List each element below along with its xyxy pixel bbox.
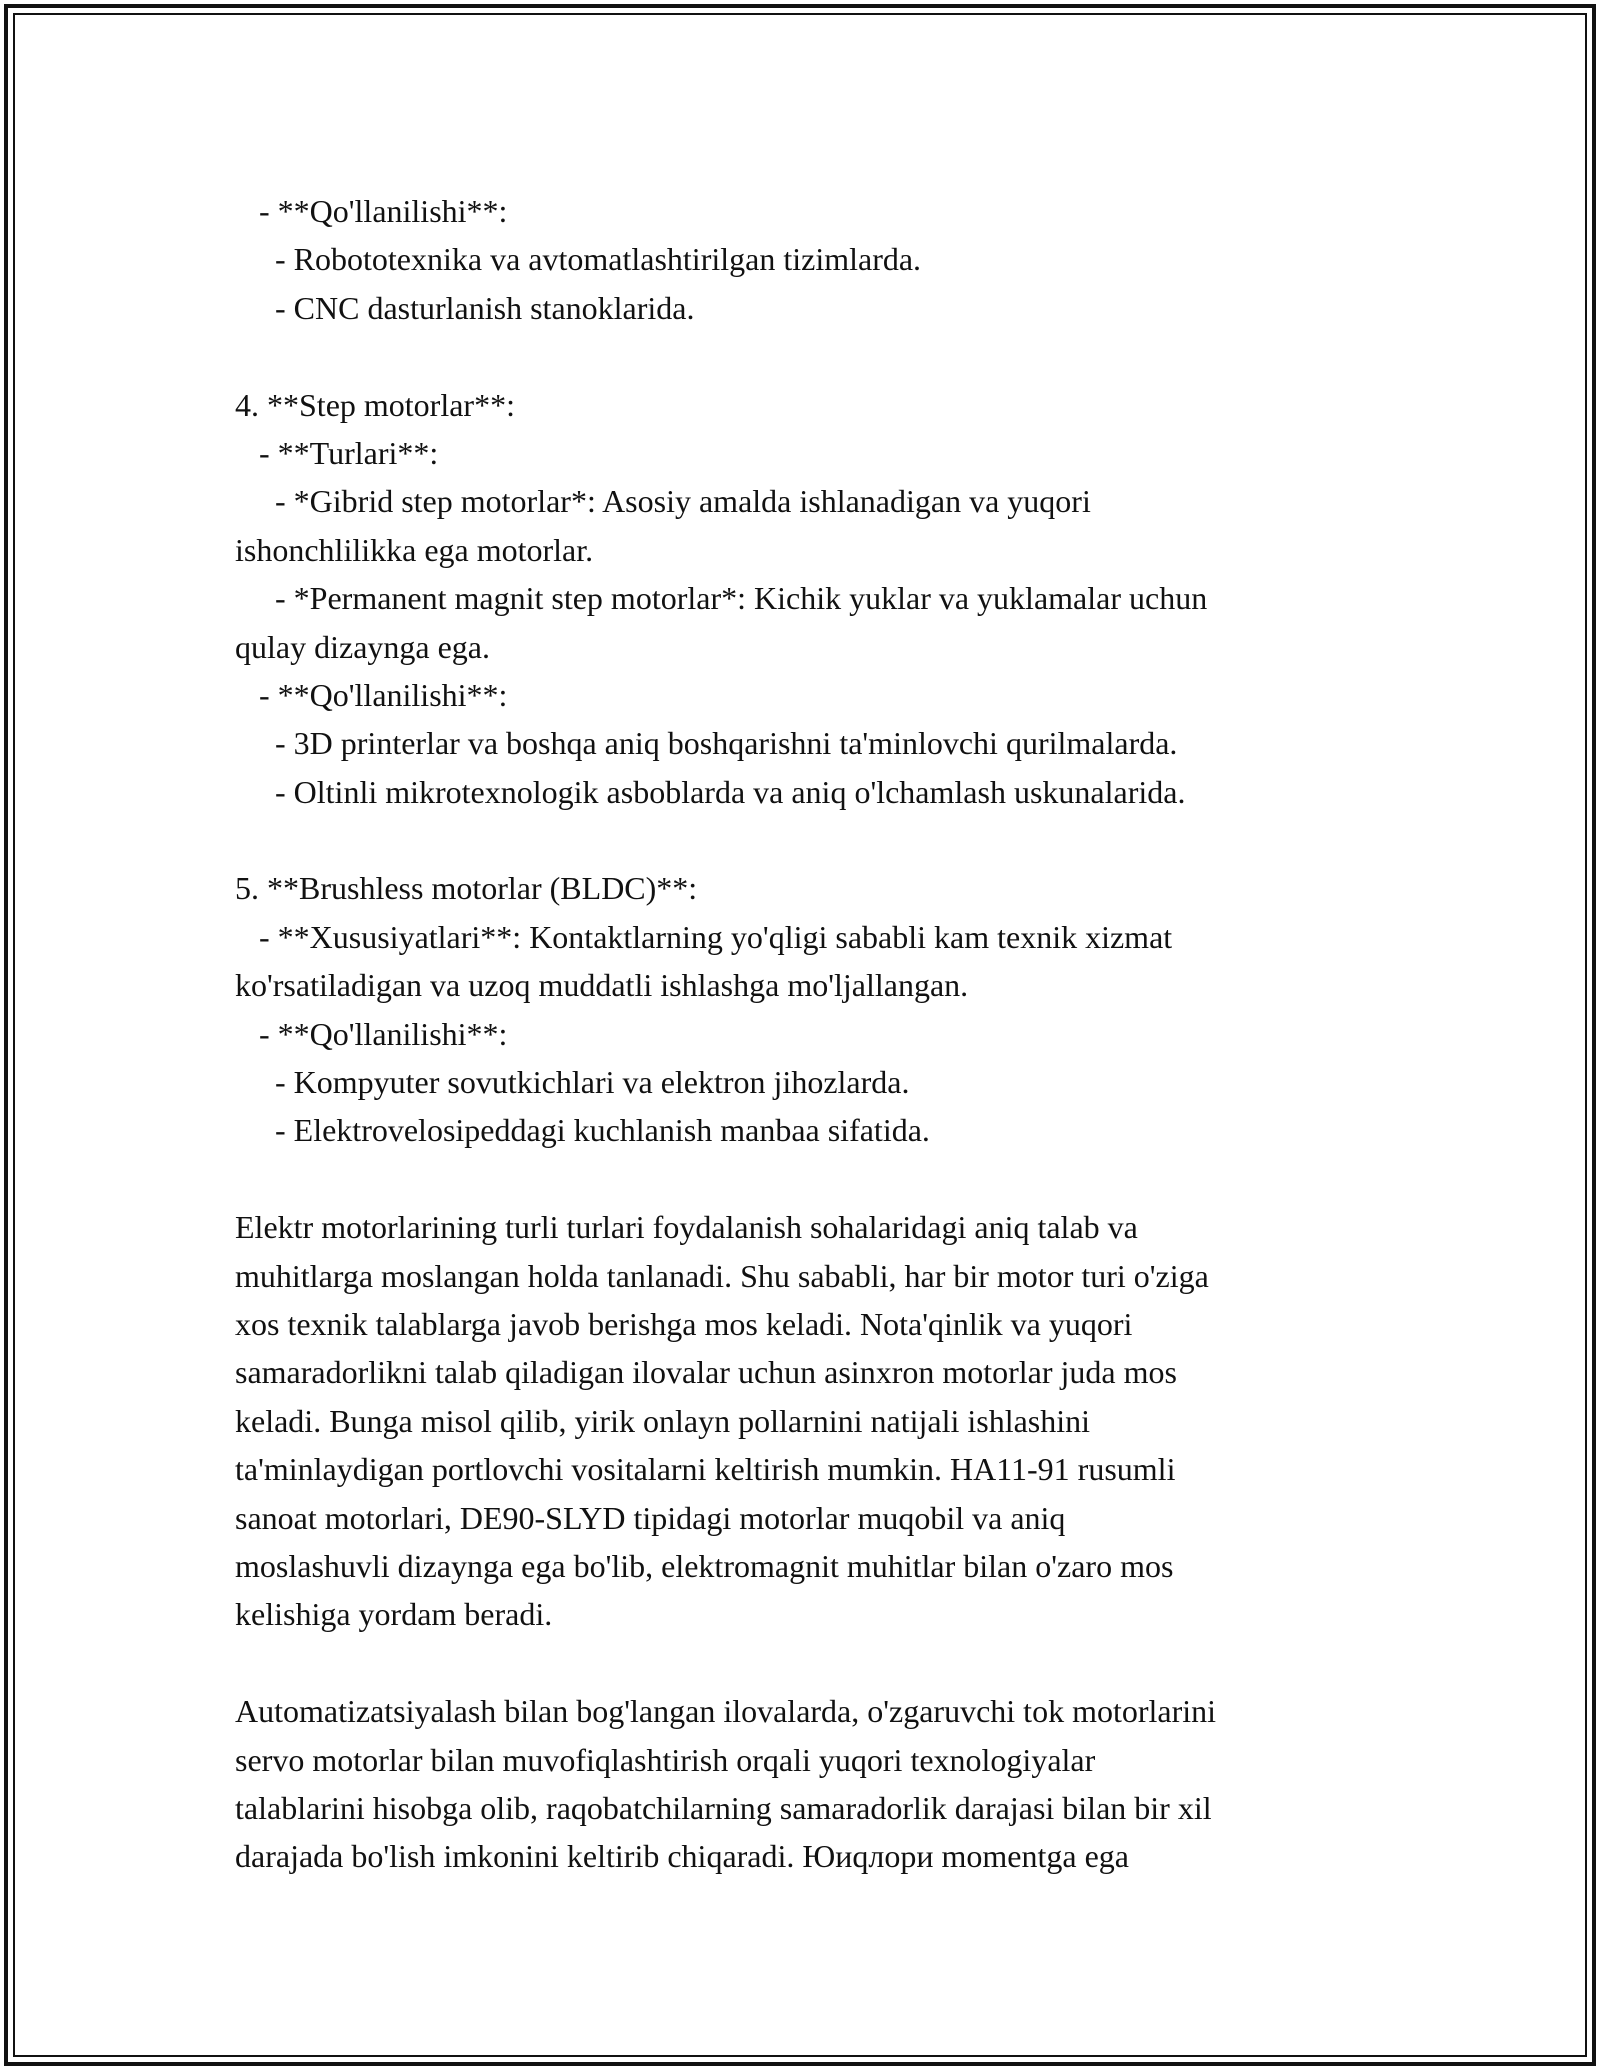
paragraph-line: ta'minlaydigan portlovchi vositalarni keltirish mumkin. HA11-91 rusumli xyxy=(235,1451,1176,1488)
blank-line xyxy=(235,1639,1385,1687)
text-line: - Oltinli mikrotexnologik asboblarda va aniq o'lchamlash uskunalarida. xyxy=(235,773,1186,810)
text-line: qulay dizaynga ega. xyxy=(235,628,490,665)
document-body xyxy=(235,187,1385,1881)
text-line: ishonchlilikka ega motorlar. xyxy=(235,531,594,568)
paragraph-line: talablarini hisobga olib, raqobatchilarning samaradorlik darajasi bilan bir xil xyxy=(235,1789,1212,1826)
text-line: - 3D printerlar va boshqa aniq boshqarishni ta'minlovchi qurilmalarda. xyxy=(235,725,1178,762)
text-line: - **Qo'llanilishi**: xyxy=(235,1015,508,1052)
paragraph-line: keladi. Bunga misol qilib, yirik onlayn pollarnini natijali ishlashini xyxy=(235,1402,1091,1439)
text-line: - Robototexnika va avtomatlashtirilgan tizimlarda. xyxy=(235,241,922,278)
blank-line xyxy=(235,332,1385,380)
text-line: - **Qo'llanilishi**: xyxy=(235,193,508,229)
blank-line xyxy=(235,816,1385,864)
paragraph-line: servo motorlar bilan muvofiqlashtirish orqali yuqori texnologiyalar xyxy=(235,1741,1096,1778)
blank-line xyxy=(235,1155,1385,1203)
text-line: - **Qo'llanilishi**: xyxy=(235,676,508,713)
paragraph-line: moslashuvli dizaynga ega bo'lib, elektromagnit muhitlar bilan o'zaro mos xyxy=(235,1547,1174,1584)
paragraph-line: sanoat motorlari, DE90-SLYD tipidagi motorlar muqobil va aniq xyxy=(235,1499,1066,1536)
text-line: - CNC dasturlanish stanoklarida. xyxy=(235,289,695,326)
text-line: - Elektrovelosipeddagi kuchlanish manbaa sifatida. xyxy=(235,1112,930,1149)
section-heading: 5. **Brushless motorlar (BLDC)**: xyxy=(235,870,698,907)
paragraph-line: muhitlarga moslangan holda tanlanadi. Shu sababli, har bir motor turi o'ziga xyxy=(235,1257,1209,1294)
paragraph-line: darajada bo'lish imkonini keltirib chiqaradi. Юиqлори momentga ega xyxy=(235,1838,1129,1875)
text-line: - **Xususiyatlari**: Kontaktlarning yo'qligi sababli kam texnik xizmat xyxy=(235,918,1173,955)
paragraph-line: Elektr motorlarining turli turlari foydalanish sohalaridagi aniq talab va xyxy=(235,1209,1138,1246)
text-line: - **Turlari**: xyxy=(235,434,439,471)
text-line: - *Permanent magnit step motorlar*: Kichik yuklar va yuklamalar uchun xyxy=(235,580,1208,617)
paragraph-line: samaradorlikni talab qiladigan ilovalar uchun asinxron motorlar juda mos xyxy=(235,1354,1177,1391)
text-line: - *Gibrid step motorlar*: Asosiy amalda ishlanadigan va yuqori xyxy=(235,483,1091,520)
paragraph-line: Automatizatsiyalash bilan bog'langan ilovalarda, o'zgaruvchi tok motorlarini xyxy=(235,1693,1217,1730)
paragraph-line: xos texnik talablarga javob berishga mos keladi. Nota'qinlik va yuqori xyxy=(235,1305,1133,1342)
text-line: ko'rsatiladigan va uzoq muddatli ishlashga mo'ljallangan. xyxy=(235,967,969,1004)
section-heading: 4. **Step motorlar**: xyxy=(235,386,515,423)
paragraph-line: kelishiga yordam beradi. xyxy=(235,1596,553,1633)
text-line: - Kompyuter sovutkichlari va elektron jihozlarda. xyxy=(235,1064,910,1101)
